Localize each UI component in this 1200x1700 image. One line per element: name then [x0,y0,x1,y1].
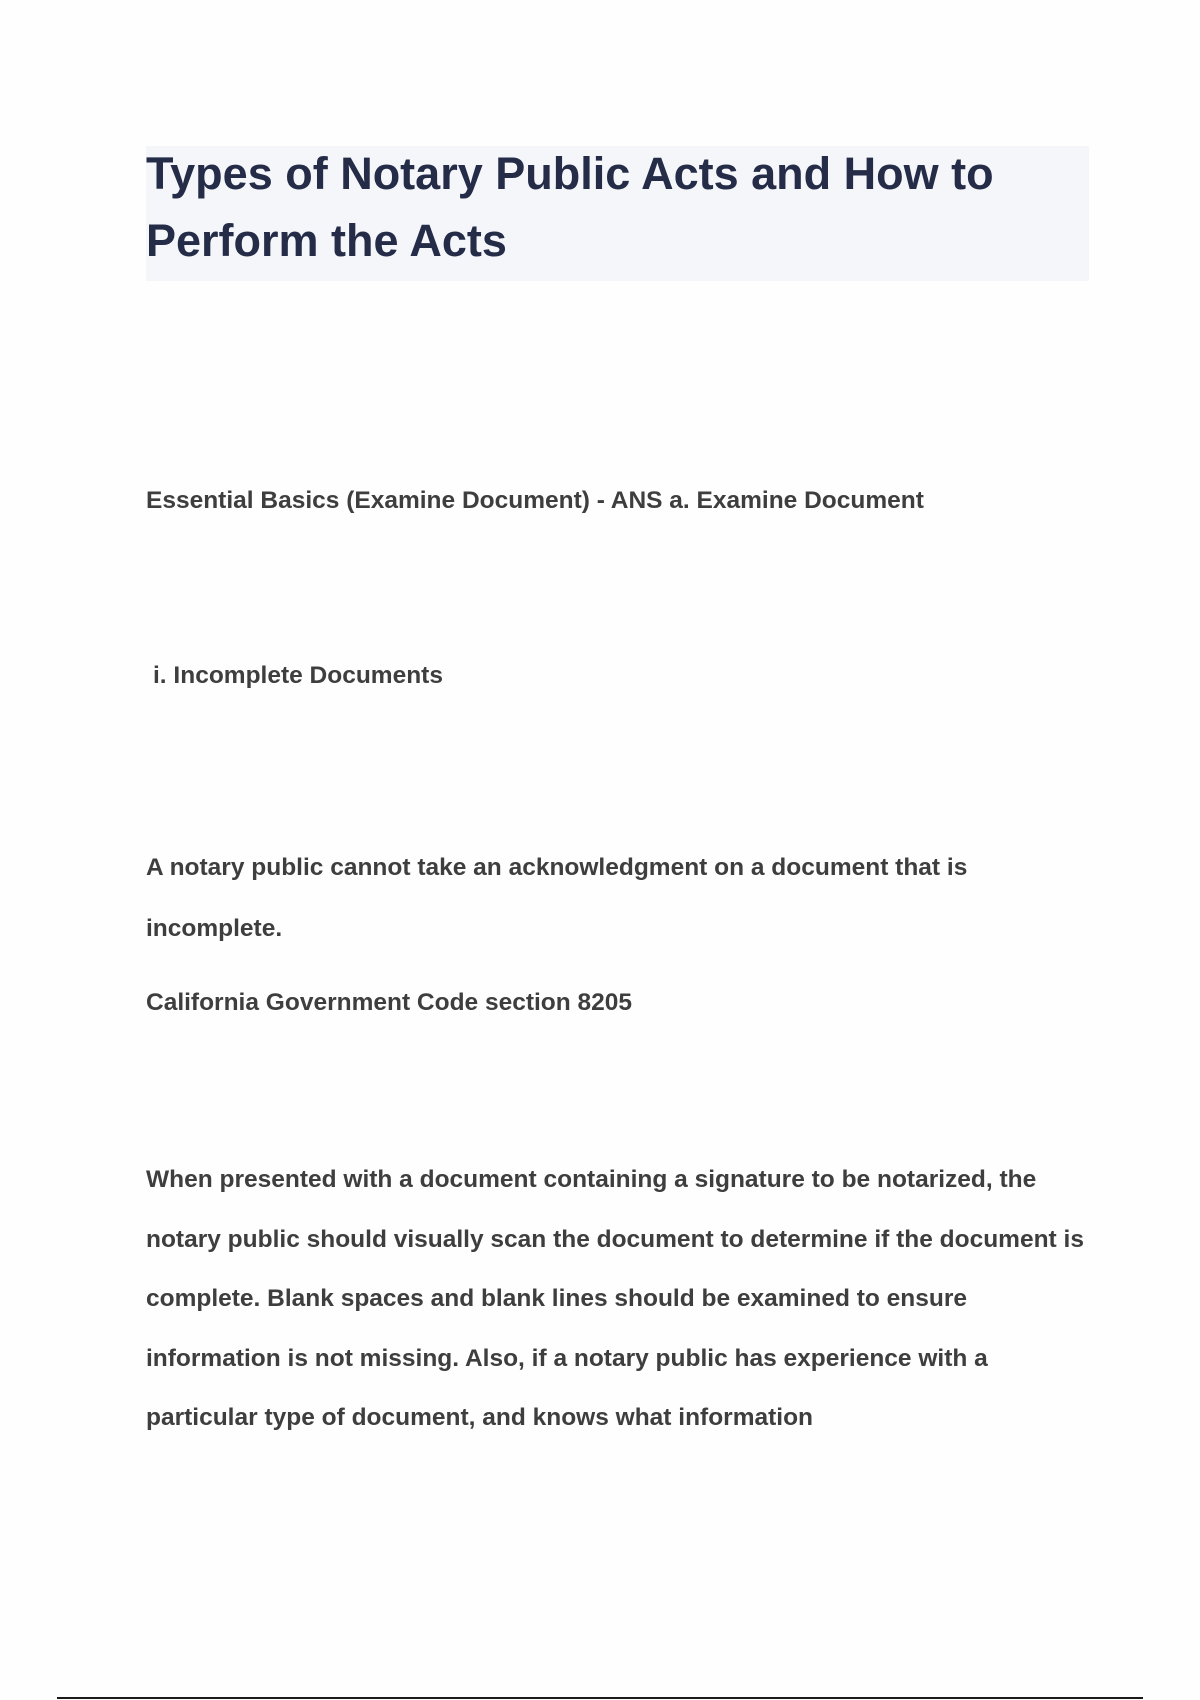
subheading-incomplete-documents: i. Incomplete Documents [153,662,443,689]
question-line: Essential Basics (Examine Document) - ANS a. Examine Document [146,487,924,514]
paragraph-scan-document: When presented with a document containing a signature to be notarized, the notary public should visually scan the document to determine if the document is complete. Blank spaces and blank lines should be examined to ensure information is not missing. Also, if a notary public has experience with a particular type of document, and knows what information [146,1166,1084,1431]
paragraph-acknowledgment: A notary public cannot take an acknowledgment on a document that is incomplete. [146,854,968,942]
document-title: Types of Notary Public Acts and How to Perform the Acts [146,148,994,266]
citation-government-code: California Government Code section 8205 [146,989,633,1016]
footer-divider [57,1697,1143,1699]
